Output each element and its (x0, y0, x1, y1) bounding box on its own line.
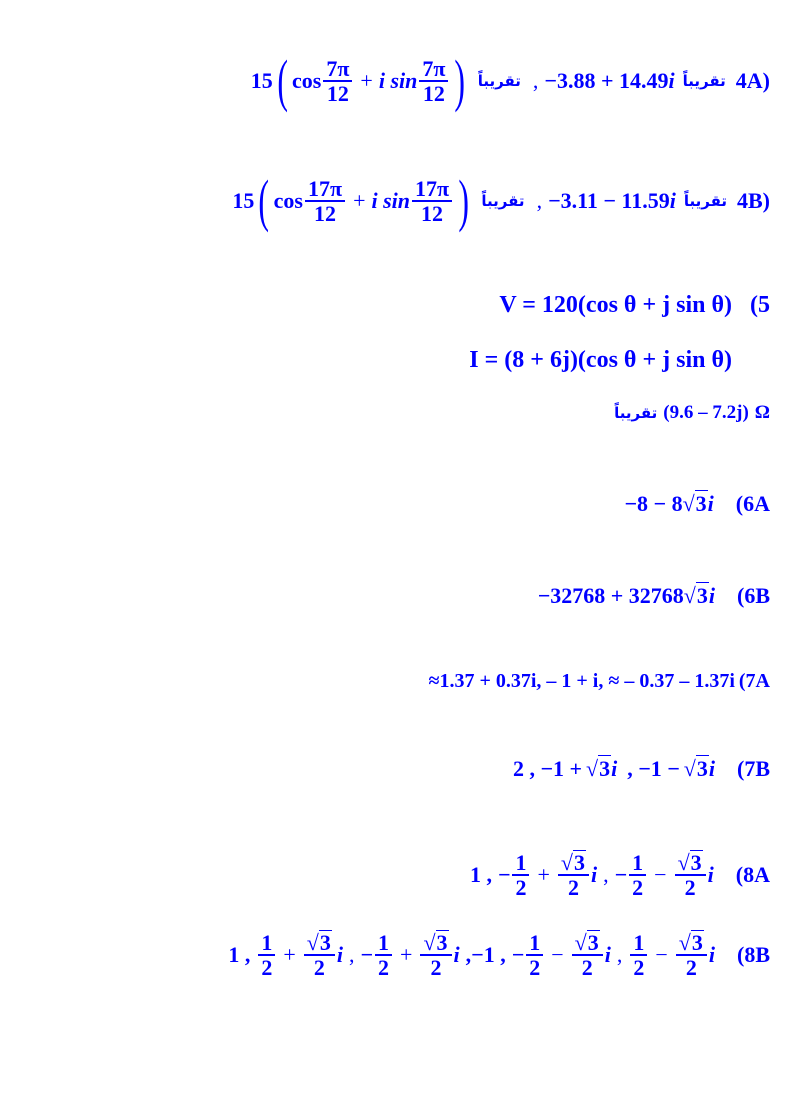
rect-value: −3.88 + 14.49 (544, 68, 669, 93)
numerator: √ 3 (304, 930, 335, 956)
denominator: 2 (567, 875, 579, 901)
minus: − (360, 941, 374, 967)
fraction (526, 931, 543, 979)
fraction (675, 850, 706, 899)
expr-part: −8 − 8 (624, 490, 683, 516)
radicand: 3 (319, 930, 331, 955)
radicand: 3 (696, 583, 708, 608)
cos-text: cos (273, 188, 303, 213)
label-5: (5 (750, 292, 770, 318)
label-8b: (8B (737, 941, 770, 967)
approx-text: تقريباً (683, 192, 727, 210)
imag-unit: i (707, 861, 714, 887)
answer-6b (538, 582, 770, 609)
fraction (629, 851, 646, 899)
fraction (323, 57, 352, 105)
roots-expression (228, 930, 715, 979)
radicand: 3 (695, 491, 707, 516)
imag-unit: i (336, 941, 343, 967)
label-7a: (7A (738, 670, 770, 692)
coefficient: 15 (232, 188, 255, 213)
root-one: 1 , (228, 941, 251, 967)
numerator: 1 (258, 931, 275, 956)
radicand: 3 (599, 756, 611, 781)
label-6b: (6B (737, 582, 770, 608)
sin-text: i sin (371, 188, 411, 213)
answer-4a (250, 48, 770, 113)
answer-4b (232, 168, 770, 233)
polar-form (250, 48, 470, 113)
fraction (419, 57, 448, 105)
fraction (630, 931, 647, 979)
numerator: √ 3 (675, 850, 706, 876)
minus: − (654, 861, 667, 887)
minus: − (551, 941, 564, 967)
voltage-equation: V = 120(cos θ + j sin θ) (499, 292, 732, 318)
root-neg-one: ,−1 , (465, 941, 506, 967)
comma: , (616, 941, 623, 967)
label-8a: (8A (735, 861, 770, 887)
rect-value: −3.11 − 11.59 (548, 188, 670, 213)
numerator: √ 3 (558, 850, 589, 876)
roots-expression (513, 755, 715, 782)
answer-5-impedance (614, 402, 770, 424)
roots-expression: ≈1.37 + 0.37i, – 1 + i, ≈ – 0.37 – 1.37i (428, 670, 735, 692)
fraction (305, 177, 345, 225)
square-root: √ 3 (683, 756, 708, 781)
minus: − (511, 941, 525, 967)
approx-text: تقريباً (614, 404, 658, 422)
denominator: 12 (421, 201, 444, 226)
fraction (258, 931, 275, 979)
numerator: √ 3 (676, 930, 707, 956)
plus: + (360, 68, 373, 93)
numerator: 1 (375, 931, 392, 956)
numerator: 1 (630, 931, 647, 956)
radicand: 3 (587, 930, 599, 955)
imag-unit: i (604, 941, 611, 967)
denominator: 2 (515, 874, 527, 900)
numerator: √ 3 (572, 930, 603, 956)
numerator: 17π (412, 177, 452, 202)
numerator: 1 (526, 931, 543, 956)
rect-form (544, 68, 674, 94)
denominator: 12 (326, 81, 349, 106)
square-root: √ 3 (586, 756, 611, 781)
rect-form (548, 188, 676, 214)
answer-6a (625, 490, 771, 517)
square-root: √ 3 (682, 491, 707, 516)
impedance-value: (9.6 – 7.2j) (663, 402, 749, 423)
imag-unit: i (708, 582, 715, 608)
expr-part: −32768 + 32768 (537, 582, 684, 608)
minus: − (614, 861, 628, 887)
denominator: 12 (314, 201, 337, 226)
ohm-symbol: Ω (754, 402, 770, 423)
minus: − (655, 941, 668, 967)
right-paren: ) (458, 168, 470, 233)
current-equation: I = (8 + 6j)(cos θ + j sin θ) (469, 347, 732, 373)
expression (625, 490, 714, 517)
answer-7b (513, 755, 770, 782)
imag-unit: i (590, 861, 598, 887)
imag-unit: i (668, 68, 675, 93)
imag-unit: i (708, 941, 715, 967)
plus: + (537, 861, 550, 887)
label-4a: 4A) (735, 68, 770, 93)
polar-form (232, 168, 473, 233)
answer-8b (228, 930, 770, 979)
fraction (304, 930, 335, 979)
plus: + (353, 188, 366, 213)
fraction (512, 851, 529, 899)
numerator: √ 3 (420, 930, 451, 956)
root-one: 1 , (469, 861, 492, 887)
numerator: 1 (512, 851, 529, 876)
square-root: √ 3 (683, 583, 708, 608)
plus: + (283, 941, 296, 967)
fraction (558, 850, 589, 899)
denominator: 12 (422, 81, 445, 106)
fraction (572, 930, 603, 979)
radicand: 3 (690, 850, 702, 875)
comma: , (532, 68, 539, 93)
expr-part: , −1 − (627, 755, 680, 781)
radicand: 3 (436, 930, 448, 955)
denominator: 2 (313, 955, 325, 981)
answer-5-voltage (499, 292, 770, 319)
left-paren: ( (277, 48, 288, 113)
numerator: 7π (419, 57, 448, 82)
radicand: 3 (573, 850, 585, 875)
fraction (375, 931, 392, 979)
minus: − (497, 861, 511, 887)
imag-unit: i (611, 755, 618, 781)
imag-unit: i (453, 941, 460, 967)
approx-text: تقريباً (682, 72, 726, 90)
comma: , (348, 941, 355, 967)
imag-unit: i (707, 490, 714, 516)
expr-part: 2 , −1 + (512, 755, 583, 781)
denominator: 2 (378, 954, 390, 980)
label-7b: (7B (737, 755, 770, 781)
approx-text: تقريباً (477, 72, 521, 90)
label-6a: (6A (735, 490, 770, 516)
denominator: 2 (581, 955, 593, 981)
denominator: 2 (529, 954, 541, 980)
comma: , (603, 861, 609, 887)
right-paren: ) (454, 48, 466, 113)
numerator: 17π (305, 177, 345, 202)
fraction (676, 930, 707, 979)
answer-8a (470, 850, 770, 899)
comma: , (536, 188, 543, 213)
cos-text: cos (292, 68, 322, 93)
radicand: 3 (691, 930, 703, 955)
denominator: 2 (685, 955, 697, 981)
denominator: 2 (261, 954, 273, 980)
numerator: 7π (323, 57, 352, 82)
denominator: 2 (633, 954, 645, 980)
label-4b: 4B) (737, 188, 770, 213)
answer-5-current (469, 347, 770, 374)
imag-unit: i (708, 755, 715, 781)
denominator: 2 (632, 874, 644, 900)
approx-text: تقريباً (481, 192, 525, 210)
plus: + (400, 941, 413, 967)
fraction (412, 177, 452, 225)
radicand: 3 (696, 756, 708, 781)
answer-7a (428, 670, 770, 693)
fraction (420, 930, 451, 979)
sin-text: i sin (378, 68, 418, 93)
imag-unit: i (669, 188, 676, 213)
coefficient: 15 (250, 68, 273, 93)
numerator: 1 (629, 851, 646, 876)
denominator: 2 (684, 875, 696, 901)
expression (538, 582, 715, 609)
left-paren: ( (258, 168, 270, 233)
denominator: 2 (430, 955, 442, 981)
roots-expression (470, 850, 714, 899)
